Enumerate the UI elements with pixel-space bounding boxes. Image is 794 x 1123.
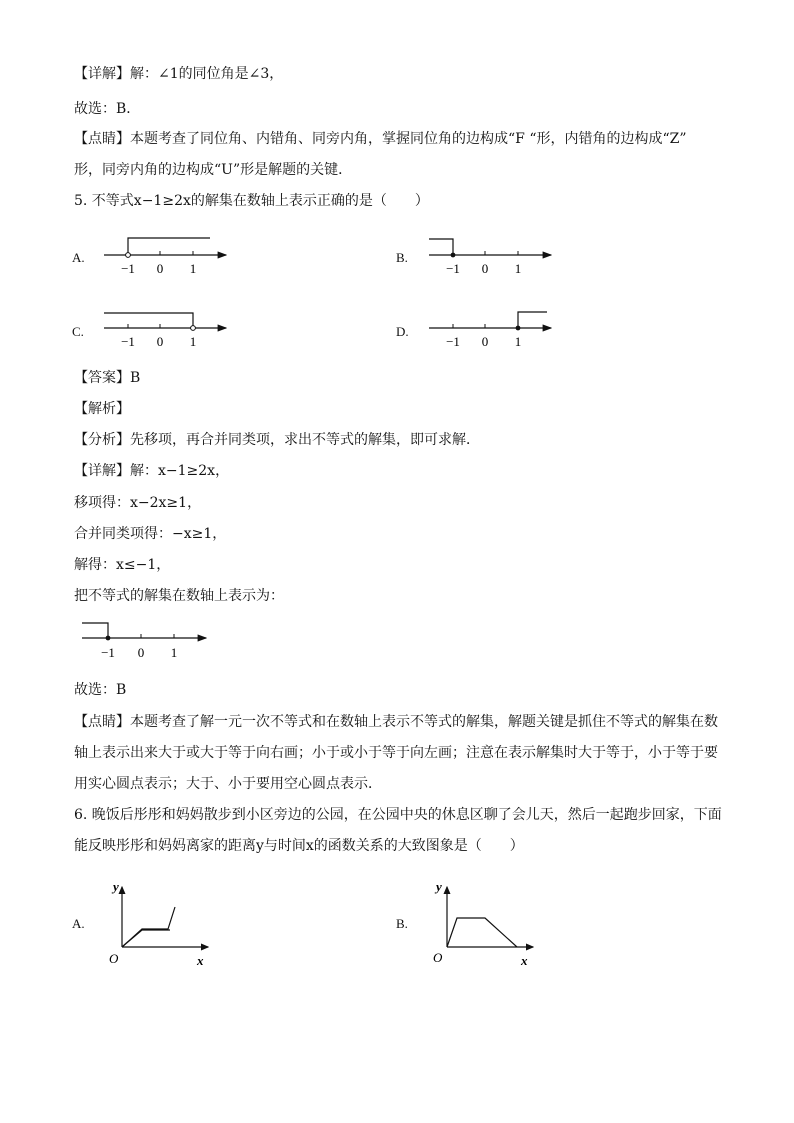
tick-label: −1	[121, 261, 135, 276]
step-solve: 解得：x≤−1，	[74, 557, 171, 573]
origin-label: O	[433, 950, 443, 965]
x-axis-label: x	[521, 953, 528, 968]
number-line-option-c	[100, 303, 240, 349]
option-c-label: C.	[72, 324, 84, 339]
comment-line-5: 用实心圆点表示；大于、小于要用空心圆点表示．	[74, 776, 382, 792]
detail-line-2: 【详解】解：x−1≥2x，	[74, 463, 230, 479]
detail-line: 【详解】解：∠1的同位角是∠3，	[74, 66, 284, 82]
tick-label: 0	[156, 334, 164, 349]
option-b-label: B.	[396, 250, 408, 265]
question-6-line-2: 能反映彤彤和妈妈离家的距离y与时间x的函数关系的大致图象是（ ）	[74, 838, 524, 854]
question-6-line-1: 6. 晚饭后彤彤和妈妈散步到小区旁边的公园，在公园中央的休息区聊了会儿天，然后一起跑步回家，下面	[74, 807, 722, 823]
tick-label: −1	[101, 645, 115, 660]
analysis-line: 【分析】先移项，再合并同类项，求出不等式的解集，即可求解．	[74, 432, 480, 448]
number-line-option-b	[425, 230, 565, 276]
tick-label: 1	[170, 645, 178, 660]
option-a-label: A.	[72, 250, 85, 265]
number-line-solution	[78, 615, 218, 660]
graph-option-b	[425, 875, 545, 975]
q6-option-b-label: B.	[396, 916, 408, 931]
answer-line: 【答案】B	[74, 370, 141, 386]
graph-option-a	[100, 875, 220, 975]
question-5: 5. 不等式x−1≥2x的解集在数轴上表示正确的是（ ）	[74, 193, 429, 209]
tick-label: 1	[189, 261, 197, 276]
comment-line-1: 【点睛】本题考查了同位角、内错角、同旁内角，掌握同位角的边构成“F “形，内错角的边构成“Z”	[74, 131, 687, 147]
y-axis-label: y	[436, 879, 442, 894]
step-represent: 把不等式的解集在数轴上表示为：	[74, 588, 284, 604]
step-transpose: 移项得：x−2x≥1，	[74, 495, 202, 511]
tick-label: −1	[446, 334, 460, 349]
x-axis-label: x	[197, 953, 204, 968]
number-line-option-a	[100, 230, 240, 276]
choose-line: 故选：B．	[74, 101, 141, 117]
tick-label: 0	[137, 645, 145, 660]
tick-label: 1	[514, 261, 522, 276]
tick-label: −1	[121, 334, 135, 349]
comment-line-4: 轴上表示出来大于或大于等于向右画；小于或小于等于向左画；注意在表示解集时大于等于，小于等于要	[74, 745, 718, 761]
y-axis-label: y	[113, 879, 119, 894]
number-line-option-d	[425, 303, 565, 349]
tick-label: 1	[189, 334, 197, 349]
tick-label: 0	[481, 334, 489, 349]
tick-label: 1	[514, 334, 522, 349]
tick-label: −1	[446, 261, 460, 276]
comment-line-3: 【点睛】本题考查了解一元一次不等式和在数轴上表示不等式的解集，解题关键是抓住不等式的解集在数	[74, 714, 718, 730]
tick-label: 0	[156, 261, 164, 276]
q6-option-a-label: A.	[72, 916, 85, 931]
tick-label: 0	[481, 261, 489, 276]
choose-line-2: 故选：B	[74, 682, 127, 698]
origin-label: O	[109, 951, 119, 966]
option-d-label: D.	[396, 324, 409, 339]
comment-line-2: 形，同旁内角的边构成“U”形是解题的关键．	[74, 162, 353, 178]
step-combine: 合并同类项得：−x≥1，	[74, 526, 227, 542]
analysis-heading: 【解析】	[74, 401, 130, 417]
